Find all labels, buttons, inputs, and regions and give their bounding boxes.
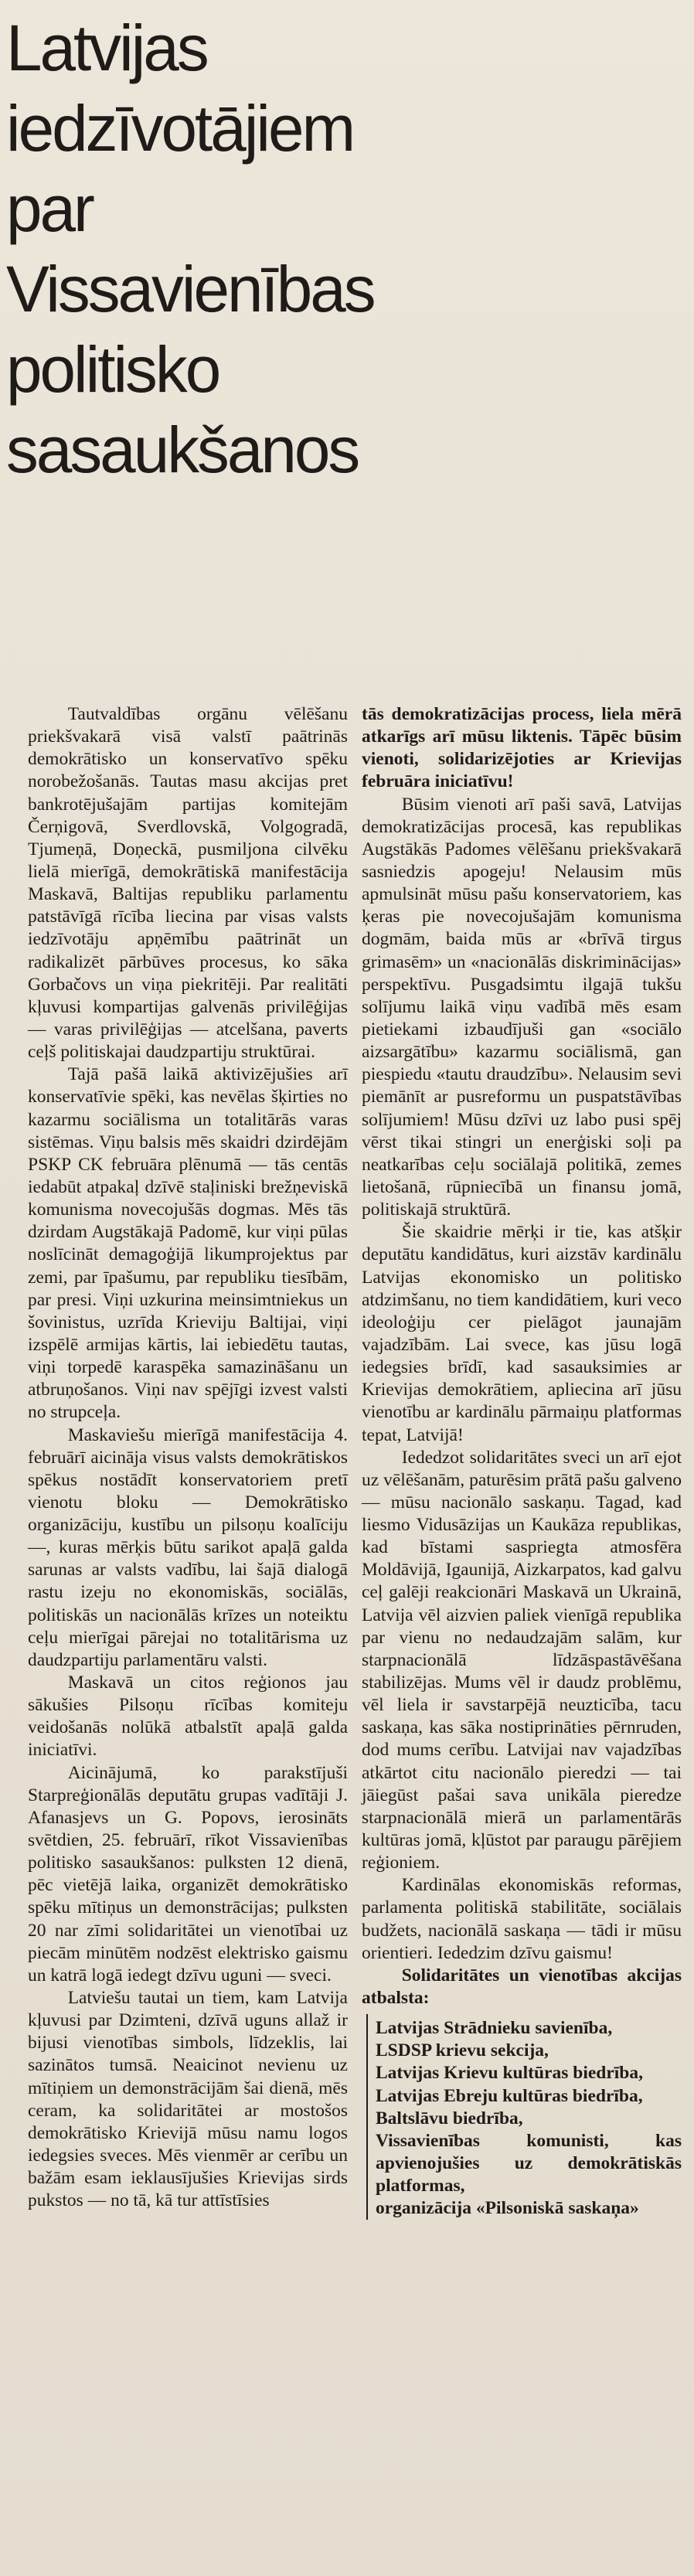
- paragraph-lead: tās demokratizācijas process, liela mērā atkarīgs arī mūsu liktenis. Tāpēc būsim vienoti, solidarizējoties ar Krievijas februāra iniciatīvu!: [362, 704, 682, 792]
- article-column-left: [28, 703, 348, 2212]
- headline-line: iedzīvotājiem: [6, 92, 354, 165]
- supporter-item: Latvijas Strādnieku savienība,: [376, 2018, 613, 2039]
- headline-line: par: [6, 172, 93, 245]
- headline: [6, 8, 683, 490]
- paragraph: Aicinājumā, ko parakstījuši Starpreģionālās deputātu grupas vadītāji J. Afanasjevs un G. Popovs, ierosināts svētdien, 25. februārī, rīkot Vissavienības politisko sasaukšanos: pulksten 12 dienā, pēc vietējā laika, organizēt demokrātisko spēku mītiņus un demonstrācijas; pulksten 20 nar zīmi solidaritātei un vienotībai uz piecām minūtēm nodzēst elektrisko gaismu un katrā logā iedegt dzīvu uguni — sveci.: [28, 1762, 348, 1986]
- supporter-item: organizācija «Pilsoniskā saskaņa»: [376, 2198, 639, 2219]
- paragraph: Maskavā un citos reģionos jau sākušies Pilsoņu rīcības komiteju veidošanās nolūkā atbalstīt apaļā galda iniciatīvi.: [28, 1673, 348, 1761]
- headline-line: politisko: [6, 333, 219, 406]
- supporters-intro: Solidaritātes un vienotības akcijas atbalsta:: [362, 1965, 682, 2009]
- paragraph: Iededzot solidaritātes sveci un arī ejot uz vēlēšanām, paturēsim prātā pašu galveno — mūsu nacionālo saskaņu. Tagad, kad liesmo Vidusāzijas un Kaukāza republikas, kad bīstami saspriegta atmosfēra Moldāvijā, Igaunijā, Aizkarpatos, kad galvu ceļ galēji reakcionāri Maskavā un Ukrainā, Latvija vēl aizvien paliek vienīgā republika par vienu no nedaudzajām salām, kur starpnacionālā līdzāspastāvēšana stabilizējas. Mums vēl ir daudz problēmu, vēl liela ir savstarpējā neuzticība, tacu saskaņa, kas sāka nostiprināties pērnruden, dod mums cerību. Latvijai nav vajadzības atkārtot citu nacionālo pieredzi — tai jāiegūst pašai sava unikāla pieredze starpnacionālā mierā un parlamentārās kultūras jomā, kļūstot par paraugu pārējiem reģioniem.: [362, 1447, 682, 1873]
- paragraph: Būsim vienoti arī paši savā, Latvijas demokratizācijas procesā, kas republikas Augstākās Padomes vēlēšanu priekšvakarā sasniedzis apogeju! Nelausim mūs apmulsināt mūsu pašu konservatoriem, kas ķeras pie novecojušajām komunisma dogmām, baida mūs ar «brīvā tirgus grimasēm» un «nacionālās diskriminācijas» perspektīvu. Pusgadsimtu ilgajā tukšu solījumu laikā viņu vadībā mēs esam pietiekami izbaudījuši gan «sociālo aizsargātību» kazarmu sociālismā, gan piespiedu «tautu draudzību». Nelausim sevi piemānīt ar pusreformu un puspatstāvības solījumiem! Mūsu dzīvi uz labo pusi spēj vērst tikai stingri un enerģiski soļi pa neatkarības ceļu sociālajā politikā, zemes lietošanā, rūpniecībā un finansu jomā, politiskajā struktūrā.: [362, 794, 682, 1220]
- supporter-item: Latvijas Krievu kultūras biedrība,: [376, 2063, 644, 2084]
- supporter-item: Latvijas Ebreju kultūras biedrība,: [376, 2085, 643, 2106]
- paragraph: Šie skaidrie mērķi ir tie, kas atšķir deputātu kandidātus, kuri aizstāv kardinālu Latvijas ekonomisko un politisko atdzimšanu, no tiem kandidātiem, kuri veco ideoloģiju cer pielāgot jaunajām vajadzībām. Lai svece, kas jūsu logā iedegsies brīdī, kad sasauksimies ar Krievijas demokrātiem, apliecina arī jūsu vienotību ar kardinālu pārmaiņu platformas tepat, Latvijā!: [362, 1222, 682, 1445]
- paragraph: Latviešu tautai un tiem, kam Latvija kļuvusi par Dzimteni, dzīvā uguns allaž ir bijusi vienotības simbols, līdzeklis, lai sazinātos tumsā. Neaicinot nevienu uz mītiņiem un demonstrācijām šai dienā, mēs ceram, ka solidaritātei ar mostošos demokrātisko Krievijā mūsu namu logos iedegsies sveces. Mēs vienmēr ar cerību un bažām esam ieklausījušies Krievijas sirds pukstos — no tā, kā tur attīstīsies: [28, 1988, 348, 2211]
- paragraph: Maskaviešu mierīgā manifestācija 4. februārī aicināja visus valsts demokrātiskos spēkus nostādīt konservatoriem pretī vienotu bloku — Demokrātisko organizāciju, kustību un pilsoņu koalīciju —, kuras mērķis būtu sarikot apaļā galda sarunas ar valsts vadību, lai šajā dialogā rastu izeju no ekonomiskās, sociālās, politiskās un nacionālās krīzes un noteiktu ceļu mierīgai pārejai no totalitārisma uz daudzpartiju parlamentāru valsti.: [28, 1424, 348, 1670]
- article-column-right: [362, 703, 682, 2220]
- supporter-item: Vissavienības komunisti, kas apvienojušies uz demokrātiskās platformas,: [376, 2130, 682, 2197]
- headline-line: Vissavienības: [6, 253, 374, 325]
- headline-line: sasaukšanos: [6, 413, 359, 486]
- supporters-list: [366, 2014, 682, 2220]
- headline-line: Latvijas: [6, 12, 207, 84]
- supporter-item: LSDSP krievu sekcija,: [376, 2040, 549, 2061]
- paragraph: Tautvaldības orgānu vēlēšanu priekšvakarā visā valstī paātrinās demokrātisko un konservatīvo spēku norobežošanās. Tautas masu akcijas pret bankrotējušajām partijas komitejām Čerņigovā, Sverdlovskā, Volgogradā, Tjumeņā, Doņeckā, pusmiljona cilvēku lielā mierīgā, demokrātiskā manifestācija Maskavā, Baltijas republiku parlamentu patstāvīgā rīcība liecina par visas valsts iedzīvotāju apņēmību paātrināt un radikalizēt pārbūves procesus, ko sāka Gorbačovs un viņa piekritēji. Par realitāti kļuvusi kompartijas galvenās privilēģijas — varas privilēģijas — atcelšana, paverts ceļš politiskajai daudzpartiju struktūrai.: [28, 704, 348, 1063]
- paragraph: Tajā pašā laikā aktivizējušies arī konservatīvie spēki, kas nevēlas šķirties no kazarmu sociālisma un totalitārās varas sistēmas. Viņu balsis mēs skaidri dzirdējām PSKP CK februāra plēnumā — tās centās iedabūt atpakaļ dzīvē staļiniski brežņeviskā komunisma novecojušās dogmas. Mēs tās dzirdam Augstākajā Padomē, kur viņi pūlas noslīcināt demagoģijā likumprojektus par zemi, par īpašumu, par republiku tiesībām, par presi. Viņi uzkurina meinsimtniekus un šovinistus, uzrīda Krieviju Baltijai, viņi izspēlē armijas kārtis, lai iebiedētu tautas, viņi torpedē karaspēka samazināšanu un atbruņošanos. Viņi nav spējīgi izvest valsti no strupceļa.: [28, 1064, 348, 1423]
- supporter-item: Baltslāvu biedrība,: [376, 2108, 523, 2129]
- paragraph: Kardinālas ekonomiskās reformas, parlamenta politiskā stabilitāte, sociālais budžets, nacionālā saskaņa — tādi ir mūsu orientieri. Iededzim dzīvu gaismu!: [362, 1875, 682, 1963]
